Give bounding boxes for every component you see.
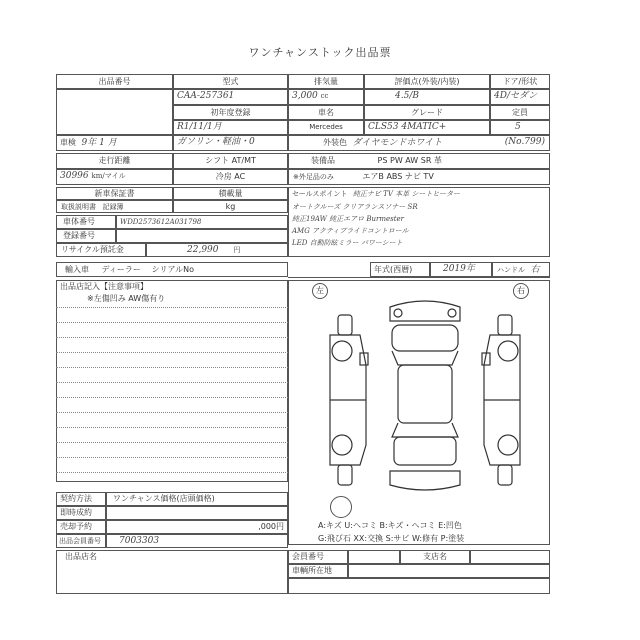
displacement-cell xyxy=(288,89,364,105)
capacity-value: 5 xyxy=(490,120,550,135)
registration-no-value-box xyxy=(116,229,288,243)
car-wheel-left-rear xyxy=(332,435,352,455)
sales-point-line-1: 純正ナビ TV 本革 シートヒーター xyxy=(352,190,461,198)
mileage-unit: km/マイル xyxy=(91,172,126,180)
handle-cell xyxy=(492,262,550,277)
color-number: (No.799) xyxy=(504,137,545,147)
exterior-color-value: ダイヤモンドホワイト xyxy=(352,138,443,148)
instant-value-box xyxy=(106,506,288,520)
sales-point-label: セールスポイント xyxy=(292,190,348,198)
first-registration-label: 初年度登録 xyxy=(173,105,288,120)
car-hood xyxy=(392,325,458,351)
car-wheel-right-rear xyxy=(498,435,518,455)
notes-line xyxy=(56,427,288,428)
notes-line xyxy=(56,322,288,323)
first-registration-value: R1/11/1月 xyxy=(173,120,288,135)
row8-divider xyxy=(288,277,550,278)
sales-point-line-2: オートクルーズ クリアランスソナー SR xyxy=(292,203,418,211)
car-wheel-bottom-left xyxy=(338,465,352,485)
mileage-cell xyxy=(56,169,173,185)
notes-line xyxy=(56,307,288,308)
store-name-box xyxy=(56,550,288,594)
location-label: 車輌所在地 xyxy=(288,564,348,578)
chassis-value: WDD2573612A031798 xyxy=(116,215,288,229)
dealer-label: ディーラー xyxy=(101,265,141,274)
rating-value: 4.5/B xyxy=(364,89,490,105)
registration-no-label: 登録番号 xyxy=(56,229,116,243)
notes-box xyxy=(56,280,288,482)
equipment-note-label: ※外足品のみ xyxy=(293,173,334,181)
maker-value: Mercedes xyxy=(288,120,364,135)
cooler-label: 冷房 AC xyxy=(173,169,288,185)
listing-no-label: 出品番号 xyxy=(56,74,173,89)
sales-point-line-3: 純正19AW 純正エアロ Burmester xyxy=(292,215,404,223)
grade-value: CLS53 4MATIC+ xyxy=(364,120,490,135)
car-wheel-right-front xyxy=(498,341,518,361)
diagram-right-label: 右 xyxy=(513,283,529,299)
equipment-items: PS PW AW SR 革 xyxy=(377,156,442,165)
listing-no-value-box xyxy=(56,89,173,135)
exterior-color-cell xyxy=(288,135,550,151)
reserve-unit: ,000円 xyxy=(106,520,288,534)
notes-title: 出品店記入【注意事項】 xyxy=(60,282,148,291)
equipment-items-2: エアB ABS ナビ TV xyxy=(362,172,434,181)
location-value-box xyxy=(348,564,550,578)
notes-line xyxy=(56,382,288,383)
manual-label: 取扱説明書 xyxy=(61,203,96,211)
import-label: 輸入車 xyxy=(65,265,89,274)
inspection-cell xyxy=(56,135,173,151)
fuel-label: ガソリン・軽油・0 xyxy=(173,135,288,151)
member-label: 出品会員番号 xyxy=(56,534,106,548)
handle-value: 右 xyxy=(530,265,540,275)
inspection-value: 9年 1 月 xyxy=(81,138,117,148)
notes-text: ※左傷凹み AW傷有り xyxy=(87,294,166,303)
year-label: 年式(西暦) xyxy=(370,262,430,277)
capacity-label: 定員 xyxy=(490,105,550,120)
notes-line xyxy=(56,352,288,353)
page-title: ワンチャンストック出品票 xyxy=(248,46,392,59)
store-name-label: 出品店名 xyxy=(65,552,97,561)
serial-label: シリアルNo xyxy=(151,265,195,274)
notes-line xyxy=(56,397,288,398)
manual-cell xyxy=(56,200,173,213)
maker-label: 車名 xyxy=(288,105,364,120)
shift-label: シフト AT/MT xyxy=(173,153,288,169)
warranty-label: 新車保証書 xyxy=(56,187,173,200)
car-damage-diagram xyxy=(320,295,530,495)
car-wheel-bottom-right xyxy=(498,465,512,485)
bottom-right-box xyxy=(288,578,550,594)
grade-label: グレード xyxy=(364,105,490,120)
notes-line xyxy=(56,442,288,443)
car-trunk xyxy=(394,437,456,465)
load-label: 積載量 xyxy=(173,187,288,200)
model-value: CAA-257361 xyxy=(173,89,288,105)
exterior-color-label: 外装色 xyxy=(323,138,347,147)
sale-method-value: ワンチャンス価格(店頭価格) xyxy=(106,492,288,506)
reserve-label: 売却予約 xyxy=(56,520,106,534)
recycle-unit: 円 xyxy=(233,246,241,254)
car-windshield xyxy=(392,351,458,365)
car-front-bumper xyxy=(390,301,460,321)
legend-line-2: G:飛び石 XX:交換 S:サビ W:修有 P:塗装 xyxy=(318,534,465,543)
car-rear-window xyxy=(392,423,458,437)
legend-line-1: A:キズ U:ヘコミ B:キズ・ヘコミ E:凹色 xyxy=(318,521,462,530)
car-wheel-top-left xyxy=(338,315,352,335)
member-value: 7003303 xyxy=(106,534,288,548)
rating-label: 評価点(外装/内装) xyxy=(364,74,490,89)
chassis-label: 車体番号 xyxy=(56,215,116,229)
car-wheel-left-front xyxy=(332,341,352,361)
spare-tire-circle xyxy=(330,496,352,518)
notes-line xyxy=(56,412,288,413)
notes-line xyxy=(56,472,288,473)
sale-method-label: 契約方法 xyxy=(56,492,106,506)
displacement-unit: cc xyxy=(320,92,329,100)
notes-line xyxy=(56,367,288,368)
mileage-label: 走行距離 xyxy=(56,153,173,169)
displacement-value: 3,000 xyxy=(292,91,318,101)
car-roof xyxy=(398,365,452,423)
car-headlight xyxy=(394,309,402,317)
record-label: 記録簿 xyxy=(102,203,124,211)
equipment-cell xyxy=(288,153,550,169)
import-row xyxy=(56,262,288,277)
instant-label: 即時成約 xyxy=(56,506,106,520)
member-no-label: 会員番号 xyxy=(288,550,348,564)
handle-label: ハンドル xyxy=(497,266,525,274)
sales-point-line-5: LED 自動防眩ミラー パワーシート xyxy=(292,239,403,247)
sales-point-line-4: AMG アクティブライドコントロール xyxy=(292,227,409,235)
branch-label: 支店名 xyxy=(400,550,470,564)
inspection-label: 車検 xyxy=(60,138,76,147)
model-label: 型式 xyxy=(173,74,288,89)
notes-line xyxy=(56,337,288,338)
diagram-left-label: 左 xyxy=(312,283,328,299)
recycle-cell xyxy=(146,243,288,257)
load-unit: kg xyxy=(173,200,288,213)
year-value: 2019年 xyxy=(430,262,492,277)
member-no-value-box xyxy=(348,550,400,564)
car-headlight xyxy=(448,309,456,317)
equipment-label: 装備品 xyxy=(311,156,335,165)
recycle-label: リサイクル預託金 xyxy=(56,243,146,257)
notes-line xyxy=(56,457,288,458)
sales-point-box xyxy=(288,187,550,257)
branch-value-box xyxy=(470,550,550,564)
door-label: ドア/形状 xyxy=(490,74,550,89)
car-wheel-top-right xyxy=(498,315,512,335)
mileage-value: 30996 xyxy=(60,171,89,181)
door-value: 4D/セダン xyxy=(490,89,550,105)
displacement-label: 排気量 xyxy=(288,74,364,89)
equipment-cell-2 xyxy=(288,169,550,185)
car-rear-bumper xyxy=(390,471,460,490)
recycle-value: 22,990 xyxy=(187,245,219,255)
